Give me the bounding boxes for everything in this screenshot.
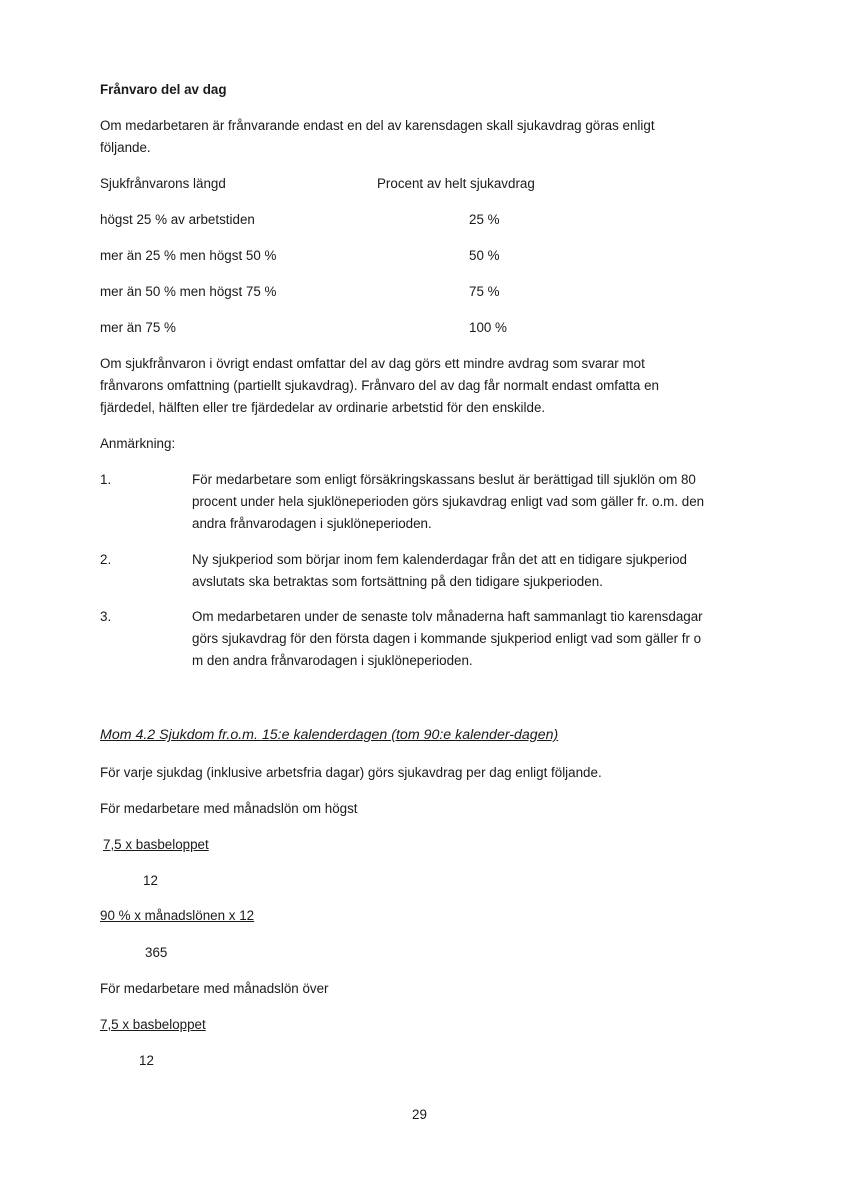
partial-text-line: fjärdedel, hälften eller tre fjärdedelar av ordinarie arbetstid för den enskilde. xyxy=(100,400,546,415)
remark-number: 2. xyxy=(100,552,112,567)
remark-line: andra frånvarodagen i sjuklöneperioden. xyxy=(192,516,432,531)
formula-numerator: 90 % x månadslönen x 12 xyxy=(100,908,255,923)
section-heading: Frånvaro del av dag xyxy=(100,82,227,97)
remark-line: görs sjukavdrag för den första dagen i kommande sjukperiod enligt vad som gäller fr o xyxy=(192,631,702,646)
section-heading-mom-4-2: Mom 4.2 Sjukdom fr.o.m. 15:e kalenderdagen (tom 90:e kalender-dagen) xyxy=(100,727,559,743)
intro-text-line: Om medarbetaren är frånvarande endast en del av karensdagen skall sjukavdrag göras enligt xyxy=(100,118,655,133)
remark-line: m den andra frånvarodagen i sjuklöneperioden. xyxy=(192,653,473,668)
table-cell-length: mer än 75 % xyxy=(100,320,176,335)
remark-number: 3. xyxy=(100,609,112,624)
table-header-percent: Procent av helt sjukavdrag xyxy=(377,176,535,191)
table-cell-percent: 25 % xyxy=(469,212,500,227)
remark-line: För medarbetare som enligt försäkringskassans beslut är berättigad till sjuklön om 80 xyxy=(192,472,696,487)
partial-text-line: Om sjukfrånvaron i övrigt endast omfattar del av dag görs ett mindre avdrag som svarar mot xyxy=(100,356,645,371)
body-text: För medarbetare med månadslön om högst xyxy=(100,801,358,816)
intro-text-line: följande. xyxy=(100,140,151,155)
remark-line: Om medarbetaren under de senaste tolv månaderna haft sammanlagt tio karensdagar xyxy=(192,609,703,624)
formula-denominator: 12 xyxy=(143,873,158,888)
formula-denominator: 365 xyxy=(145,945,168,960)
table-cell-length: mer än 25 % men högst 50 % xyxy=(100,248,277,263)
page-number: 29 xyxy=(412,1107,427,1122)
table-cell-percent: 100 % xyxy=(469,320,507,335)
remark-label: Anmärkning: xyxy=(100,436,176,451)
formula-numerator: 7,5 x basbeloppet xyxy=(100,1017,206,1032)
formula-numerator: 7,5 x basbeloppet xyxy=(103,837,209,852)
partial-text-line: frånvarons omfattning (partiellt sjukavdrag). Frånvaro del av dag får normalt endast omfatta en xyxy=(100,378,659,393)
table-cell-length: högst 25 % av arbetstiden xyxy=(100,212,255,227)
table-cell-percent: 75 % xyxy=(469,284,500,299)
remark-number: 1. xyxy=(100,472,112,487)
table-cell-length: mer än 50 % men högst 75 % xyxy=(100,284,277,299)
formula-denominator: 12 xyxy=(139,1053,154,1068)
table-header-length: Sjukfrånvarons längd xyxy=(100,176,226,191)
remark-line: avslutats ska betraktas som fortsättning på den tidigare sjukperioden. xyxy=(192,574,603,589)
body-text: För medarbetare med månadslön över xyxy=(100,981,329,996)
body-text: För varje sjukdag (inklusive arbetsfria dagar) görs sjukavdrag per dag enligt följande. xyxy=(100,765,602,780)
remark-line: procent under hela sjuklöneperioden görs sjukavdrag enligt vad som gäller fr. o.m. den xyxy=(192,494,705,509)
remark-line: Ny sjukperiod som börjar inom fem kalenderdagar från det att en tidigare sjukperiod xyxy=(192,552,687,567)
table-cell-percent: 50 % xyxy=(469,248,500,263)
